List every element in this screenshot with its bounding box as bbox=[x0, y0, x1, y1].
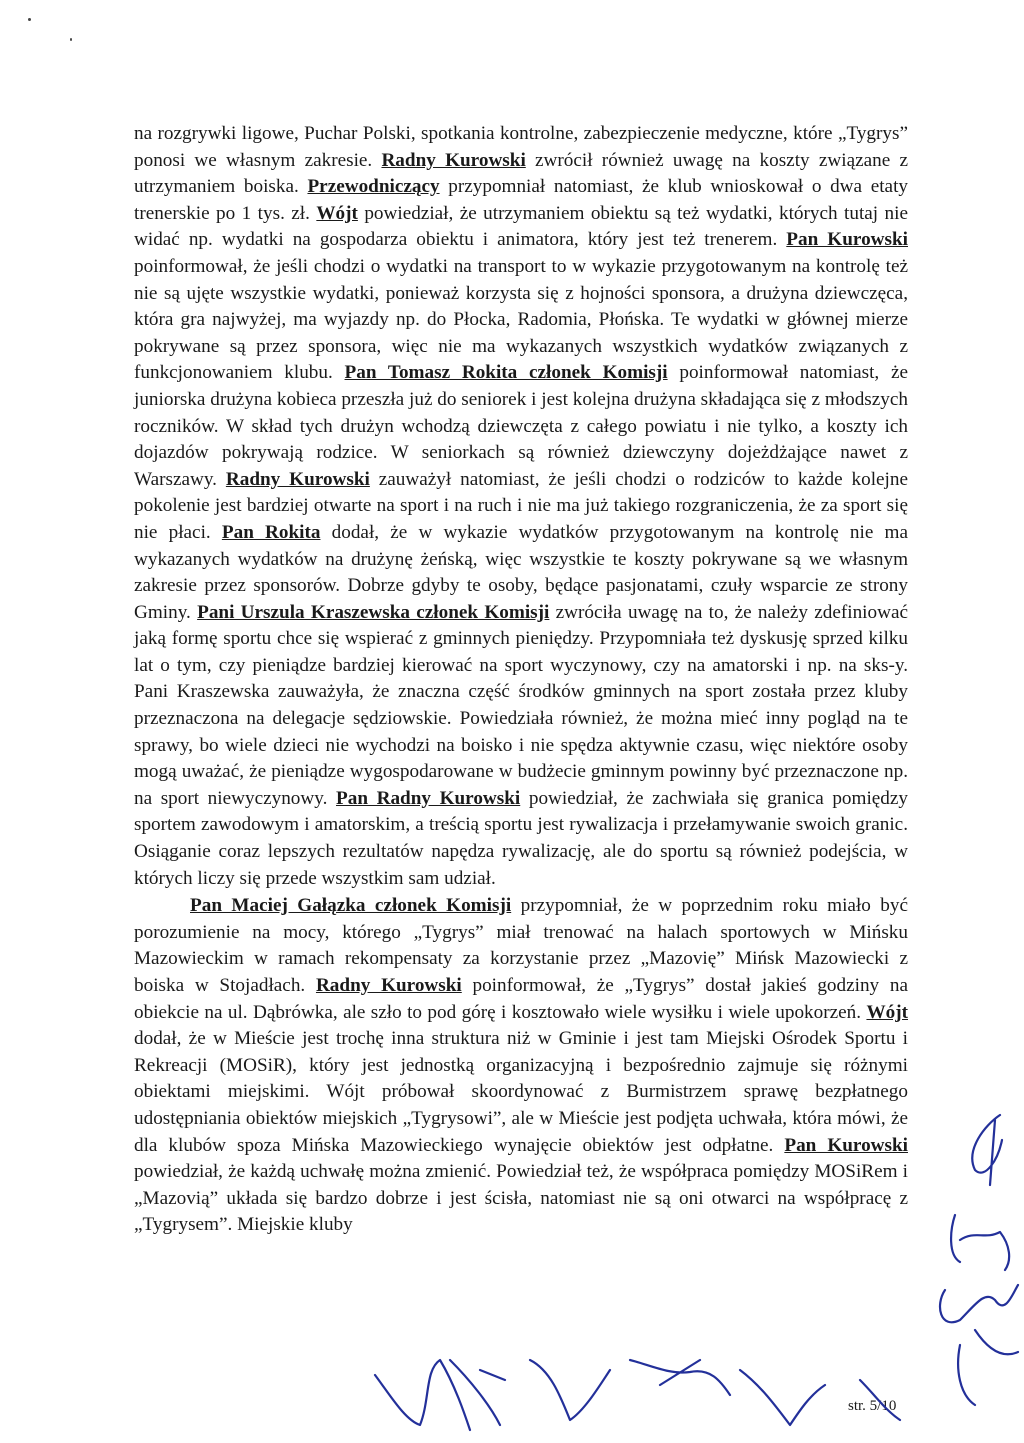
signature bbox=[740, 1370, 825, 1425]
text-run: dodał, że w wykazie wydatków przygotowanym na kontrolę nie ma wykazanych wydatków na drużynę żeńską, więc wszystkie te koszty pokrywane są we własnym zakresie przez sponsorów. Dobrze gdyby te osoby, będące pasjonatami, czuły wsparcie ze strony Gminy. bbox=[134, 521, 908, 623]
text-run: zwróciła uwagę na to, że należy zdefiniować jaką formę sportu chce się wspierać z gminnych pieniędzy. Przypomniała też dyskusję sprzed kilku lat o tym, czy pieniądze bardziej kierować na sport wyczynowy, czy na amatorski i np. na sks-y. Pani Kraszewska zauważyła, że znaczna część środków gminnych na sport została przez kluby przeznaczona na delegacje sędziowskie. Powiedziała również, że można mieć inny pogląd na te sprawy, bo wiele dzieci nie wychodzi na boisko i nie spędza aktywnie czasu, więc niektóre osoby mogą uważać, że pieniądze wygospodarowane w budżecie gminnym powinny być przeznaczone np. na sport niewyczynowy. bbox=[134, 601, 908, 809]
initials-signature bbox=[940, 1285, 1018, 1322]
text-run: poinformował natomiast, że juniorska drużyna kobieca przeszła już do seniorek i jest kolejna drużyna składająca się z młodszych roczników. W skład tych drużyn wchodzą dziewczęta z całego powiatu i nie tylko, a koszty ich dojazdów pokrywają rodzice. W seniorkach są również dziewczyny dojeżdżające nawet z Warszawy. bbox=[134, 362, 908, 490]
paragraph bbox=[134, 121, 908, 892]
text-run: przypomniał natomiast, że klub wnioskował o dwa etaty trenerskie po 1 tys. zł. bbox=[134, 176, 908, 224]
speaker-name: Radny Kurowski bbox=[381, 149, 526, 171]
speaker-name: Radny Kurowski bbox=[225, 468, 370, 490]
speaker-name: Radny Kurowski bbox=[315, 975, 462, 996]
text-run: poinformował, że jeśli chodzi o wydatki na transport to w wykazie przygotowanym na kontrolę też nie są ujęte wszystkie wydatki, ponieważ korzysta się z hojności sponsora, a drużyna dziewczęca, która gra najwyżej, ma wyjazdy np. do Płocka, Radomia, Płońska. Te wydatki w głównej mierze pokrywane są przez sponsora, więc nie ma wykazanych wszystkich wydatków związanych z funkcjonowaniem klubu. bbox=[134, 255, 908, 384]
signature bbox=[375, 1360, 470, 1430]
speaker-name: Wójt bbox=[316, 202, 358, 224]
speaker-name: Wójt bbox=[866, 1001, 908, 1023]
text-run: poinformował, że „Tygrys” dostał jakieś godziny na obiekcie na ul. Dąbrówka, ale szło to pod górę i kosztowało wiele wysiłku i wiele upokorzeń. bbox=[134, 975, 908, 1023]
text-run: zwrócił również uwagę na koszty związane z utrzymaniem boiska. bbox=[134, 149, 908, 198]
scan-speck bbox=[70, 38, 72, 41]
speaker-name: Pan Kurowski bbox=[784, 1134, 908, 1156]
text-run: na rozgrywki ligowe, Puchar Polski, spotkania kontrolne, zabezpieczenie medyczne, które „Tygrys” ponosi we własnym zakresie. bbox=[134, 123, 908, 171]
text-run: powiedział, że utrzymaniem obiektu są też wydatki, których tutaj nie widać np. wydatki na gospodarza obiektu i animatora, który jest też trenerem. bbox=[134, 202, 908, 251]
page-number: str. 5/10 bbox=[848, 1398, 897, 1414]
speaker-name: Pan Radny Kurowski bbox=[336, 787, 521, 809]
text-run: powiedział, że każdą uchwałę można zmienić. Powiedział też, że współpraca pomiędzy MOSiRem i „Mazovią” układa się bardzo dobrze i jest ścisła, natomiast nie są oni otwarci na współpracę z „Tygrysem”. Miejskie kluby bbox=[134, 1161, 908, 1236]
text-run: przypomniał, że w poprzednim roku miało być porozumienie na mocy, którego „Tygrys” miał trenować na halach sportowych w Mińsku Mazowieckim w ramach rekompensaty za korzystanie przez „Mazovię” Mińsk Mazowiecki z boiska w Stojadłach. bbox=[134, 895, 908, 996]
speaker-name: Pan Kurowski bbox=[786, 229, 908, 251]
speaker-name: Pan Maciej Gałązka członek Komisji bbox=[190, 895, 512, 917]
body-text bbox=[134, 121, 908, 1239]
signature bbox=[530, 1360, 610, 1420]
speaker-name: Pani Urszula Kraszewska członek Komisji bbox=[197, 601, 550, 623]
signature bbox=[450, 1360, 505, 1425]
speaker-name: Pan Tomasz Rokita członek Komisji bbox=[344, 362, 668, 384]
initials-signature bbox=[972, 1115, 1002, 1185]
speaker-name: Pan Rokita bbox=[221, 521, 321, 543]
scan-speck bbox=[28, 18, 31, 21]
initials-signature bbox=[958, 1330, 1018, 1405]
speaker-name: Przewodniczący bbox=[307, 176, 440, 198]
paragraph bbox=[134, 893, 908, 1239]
text-run: zauważył natomiast, że jeśli chodzi o rodziców to każde kolejne pokolenie jest bardziej otwarte na sport i na ruch i nie ma już takiego rozgraniczenia, że za sport się nie płaci. bbox=[134, 468, 909, 543]
text-run: dodał, że w Mieście jest trochę inna struktura niż w Gminie i jest tam Miejski Ośrodek Sportu i Rekreacji (MOSiR), który jest jednostką organizacyjną i bezpośrednio zajmuje się różnymi obiektami miejskimi. Wójt próbował skoordynować z Burmistrzem sprawę bezpłatnego udostępniania obiektów miejskich „Tygrysowi”, ale w Mieście jest podjęta uchwała, która mówi, że dla klubów spoza Mińska Mazowieckiego wynajęcie obiektów jest odpłatne. bbox=[134, 1028, 908, 1156]
initials-signature bbox=[951, 1215, 1009, 1270]
text-run: powiedział, że zachwiała się granica pomiędzy sportem zawodowym i amatorskim, a treścią sportu jest rywalizacja i przełamywanie swoich granic. Osiąganie coraz lepszych rezultatów napędza rywalizację, ale do sportu są również podejścia, w których liczy się przede wszystkim sam udział. bbox=[134, 787, 908, 889]
signature bbox=[630, 1360, 730, 1395]
